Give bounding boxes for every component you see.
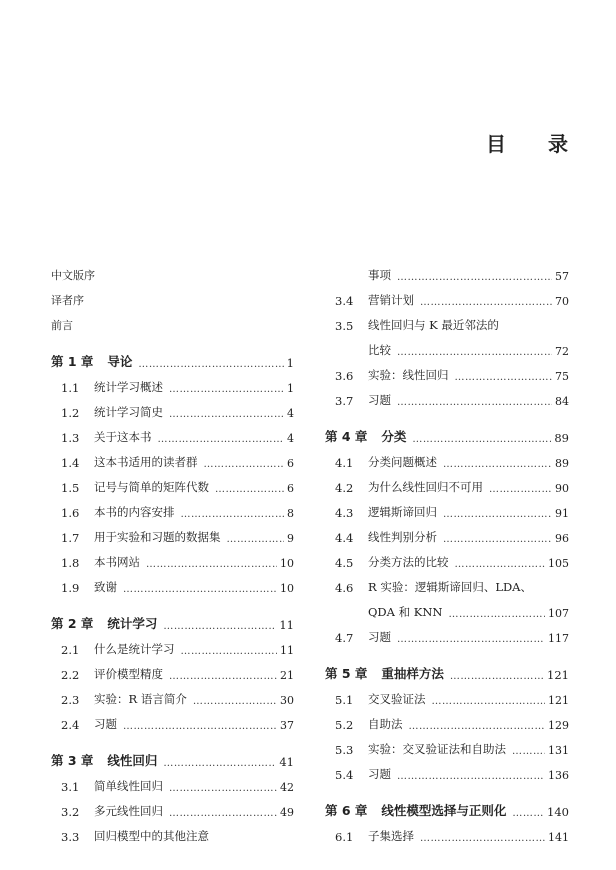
toc-section [51, 707, 294, 732]
page-number: 37 [280, 719, 294, 732]
page-number: 129 [548, 719, 569, 732]
section-number: 3.4 [335, 294, 354, 308]
section-number: 1.5 [61, 481, 80, 495]
entry-title: 分类方法的比较 [368, 555, 449, 569]
section-number: 5.1 [335, 693, 354, 707]
entry-title: 习题 [368, 767, 391, 781]
leader-dots [215, 484, 284, 495]
entry-title: 简单线性回归 [94, 779, 163, 793]
page-number: 6 [287, 482, 294, 495]
toc-section [325, 819, 569, 844]
section-number: 3.6 [335, 369, 354, 383]
entry-title: 多元线性回归 [94, 804, 163, 818]
page-number: 75 [555, 370, 569, 383]
leader-dots [455, 372, 553, 383]
chapter-number: 第 1 章 [51, 354, 94, 369]
entry-title: 习题 [94, 717, 117, 731]
entry-title: 本书的内容安排 [94, 505, 175, 519]
leader-dots [163, 758, 276, 769]
toc-gap [325, 782, 569, 794]
toc-section [325, 308, 569, 333]
toc-front-matter [51, 283, 294, 308]
page-number: 131 [548, 744, 569, 757]
page-number: 1 [287, 382, 294, 395]
leader-dots [193, 696, 277, 707]
title-char-right: 录 [548, 132, 570, 156]
leader-dots [443, 509, 552, 520]
section-number: 5.3 [335, 743, 354, 757]
leader-dots [420, 833, 545, 844]
leader-dots [181, 509, 285, 520]
section-number: 1.1 [61, 381, 80, 395]
section-number: 3.1 [61, 780, 80, 794]
section-number: 2.2 [61, 668, 80, 682]
section-number: 4.5 [335, 556, 354, 570]
section-number: 5.2 [335, 718, 354, 732]
page-number: 117 [548, 632, 569, 645]
toc-section [51, 570, 294, 595]
entry-title: 用于实验和习题的数据集 [94, 530, 221, 544]
page-title [486, 128, 570, 157]
page-number: 121 [548, 694, 569, 707]
chapter-number: 第 3 章 [51, 753, 94, 768]
section-number: 3.5 [335, 319, 354, 333]
entry-title: 子集选择 [368, 829, 414, 843]
toc-section [51, 769, 294, 794]
page-number: 141 [548, 831, 569, 844]
leader-dots [169, 808, 277, 819]
entry-title: 比较 [368, 343, 391, 357]
section-number: 1.4 [61, 456, 80, 470]
section-number: 1.8 [61, 556, 80, 570]
section-number: 3.7 [335, 394, 354, 408]
section-number: 1.7 [61, 531, 80, 545]
section-number: 4.6 [335, 581, 354, 595]
entry-title: 前言 [51, 319, 73, 332]
section-number: 2.3 [61, 693, 80, 707]
toc-chapter [51, 607, 294, 632]
leader-dots [489, 484, 552, 495]
entry-title: 为什么线性回归不可用 [368, 480, 483, 494]
entry-title: 线性回归与 K 最近邻法的 [368, 318, 499, 332]
toc-section [51, 520, 294, 545]
section-number: 6.1 [335, 830, 354, 844]
page-number: 4 [287, 407, 294, 420]
toc-section [325, 495, 569, 520]
leader-dots [123, 584, 277, 595]
toc-chapter [325, 794, 569, 819]
entry-title: 统计学习概述 [94, 380, 163, 394]
page-number: 30 [280, 694, 294, 707]
leader-dots [450, 671, 544, 682]
leader-dots [181, 646, 278, 657]
toc-section [51, 470, 294, 495]
toc-chapter [325, 657, 569, 682]
section-number: 1.6 [61, 506, 80, 520]
section-number: 2.1 [61, 643, 80, 657]
toc-gap [51, 732, 294, 744]
toc-column-right [325, 258, 569, 844]
toc-section [325, 682, 569, 707]
page-number: 90 [555, 482, 569, 495]
leader-dots [163, 621, 276, 632]
toc-section [325, 545, 569, 570]
toc-section [325, 732, 569, 757]
leader-dots [146, 559, 277, 570]
toc-section [325, 520, 569, 545]
page-number: 49 [280, 806, 294, 819]
section-number: 1.9 [61, 581, 80, 595]
toc-section [325, 595, 569, 620]
toc-gap [51, 333, 294, 345]
toc-section [325, 707, 569, 732]
entry-title: 自助法 [368, 717, 403, 731]
leader-dots [397, 634, 545, 645]
toc-section [51, 395, 294, 420]
toc-section [51, 495, 294, 520]
leader-dots [204, 459, 285, 470]
entry-title: 实验：R 语言简介 [94, 692, 187, 706]
page-number: 9 [287, 532, 294, 545]
leader-dots [443, 459, 552, 470]
leader-dots [397, 272, 552, 283]
toc-section [325, 358, 569, 383]
leader-dots [512, 808, 544, 819]
entry-title: 习题 [368, 393, 391, 407]
entry-title: 统计学习简史 [94, 405, 163, 419]
leader-dots [443, 534, 552, 545]
leader-dots [420, 297, 552, 308]
section-number: 3.3 [61, 830, 80, 844]
toc-front-matter [51, 308, 294, 333]
section-number: 4.1 [335, 456, 354, 470]
page-number: 11 [279, 618, 294, 632]
chapter-number: 第 6 章 [325, 803, 368, 818]
toc-front-matter [51, 258, 294, 283]
page-number: 91 [555, 507, 569, 520]
page-number: 8 [287, 507, 294, 520]
section-number: 1.2 [61, 406, 80, 420]
section-number: 4.4 [335, 531, 354, 545]
entry-title: R 实验：逻辑斯谛回归、LDA、 [368, 580, 532, 594]
toc-section [325, 333, 569, 358]
toc-gap [51, 595, 294, 607]
toc-section [51, 445, 294, 470]
chapter-number: 第 4 章 [325, 429, 368, 444]
entry-title: 致谢 [94, 580, 117, 594]
entry-title: 实验：交叉验证法和自助法 [368, 742, 506, 756]
toc-column-left [51, 258, 294, 844]
page-number: 42 [280, 781, 294, 794]
section-number: 4.2 [335, 481, 354, 495]
page-number: 6 [287, 457, 294, 470]
entry-title: 实验：线性回归 [368, 368, 449, 382]
entry-title: 逻辑斯谛回归 [368, 505, 437, 519]
entry-title: QDA 和 KNN [368, 605, 443, 619]
section-number: 3.2 [61, 805, 80, 819]
page-number: 72 [555, 345, 569, 358]
page-number: 57 [555, 270, 569, 283]
entry-title: 线性回归 [107, 753, 158, 768]
entry-title: 译者序 [51, 294, 84, 307]
leader-dots [448, 609, 545, 620]
toc-section [51, 682, 294, 707]
leader-dots [512, 746, 545, 757]
entry-title: 事项 [368, 268, 391, 282]
toc-section [51, 370, 294, 395]
entry-title: 线性模型选择与正则化 [381, 803, 507, 818]
leader-dots [409, 721, 546, 732]
page-number: 136 [548, 769, 569, 782]
section-number: 4.7 [335, 631, 354, 645]
leader-dots [123, 721, 277, 732]
entry-title: 分类 [381, 429, 407, 444]
page-number: 89 [555, 457, 569, 470]
entry-title: 统计学习 [107, 616, 158, 631]
toc-section [51, 545, 294, 570]
leader-dots [412, 434, 551, 445]
title-char-left: 目 [486, 132, 508, 156]
toc-section [325, 445, 569, 470]
toc-section [325, 757, 569, 782]
page-number: 121 [547, 668, 569, 682]
entry-title: 记号与简单的矩阵代数 [94, 480, 209, 494]
entry-title: 线性判别分析 [368, 530, 437, 544]
section-number: 1.3 [61, 431, 80, 445]
leader-dots [169, 384, 284, 395]
entry-title: 分类问题概述 [368, 455, 437, 469]
page-number: 41 [279, 755, 294, 769]
entry-title: 中文版序 [51, 269, 95, 282]
entry-title: 回归模型中的其他注意 [94, 829, 209, 843]
page-number: 11 [280, 644, 294, 657]
page-number: 70 [555, 295, 569, 308]
page-number: 89 [554, 431, 569, 445]
toc-section [325, 620, 569, 645]
leader-dots [397, 347, 552, 358]
leader-dots [397, 771, 545, 782]
toc-section [325, 470, 569, 495]
toc-section [325, 258, 569, 283]
toc-section [51, 420, 294, 445]
section-number: 2.4 [61, 718, 80, 732]
toc-section [51, 819, 294, 844]
toc-gap [325, 645, 569, 657]
chapter-number: 第 2 章 [51, 616, 94, 631]
page-number: 10 [280, 582, 294, 595]
leader-dots [432, 696, 546, 707]
toc-section [51, 657, 294, 682]
chapter-number: 第 5 章 [325, 666, 368, 681]
toc-section [51, 632, 294, 657]
entry-title: 营销计划 [368, 293, 414, 307]
section-number: 5.4 [335, 768, 354, 782]
toc-section [325, 570, 569, 595]
toc-chapter [51, 744, 294, 769]
section-number: 4.3 [335, 506, 354, 520]
leader-dots [169, 671, 277, 682]
page-number: 140 [547, 805, 569, 819]
leader-dots [397, 397, 552, 408]
leader-dots [138, 359, 283, 370]
page-number: 107 [548, 607, 569, 620]
page-number: 1 [286, 356, 294, 370]
leader-dots [169, 409, 284, 420]
entry-title: 关于这本书 [94, 430, 152, 444]
entry-title: 交叉验证法 [368, 692, 426, 706]
page-number: 105 [548, 557, 569, 570]
toc-gap [325, 408, 569, 420]
toc-chapter [325, 420, 569, 445]
leader-dots [158, 434, 285, 445]
entry-title: 评价模型精度 [94, 667, 163, 681]
page-number: 10 [280, 557, 294, 570]
toc-section [51, 794, 294, 819]
entry-title: 本书网站 [94, 555, 140, 569]
leader-dots [169, 783, 277, 794]
leader-dots [455, 559, 546, 570]
page-number: 96 [555, 532, 569, 545]
toc-chapter [51, 345, 294, 370]
entry-title: 这本书适用的读者群 [94, 455, 198, 469]
toc-section [325, 283, 569, 308]
page-number: 4 [287, 432, 294, 445]
entry-title: 习题 [368, 630, 391, 644]
entry-title: 重抽样方法 [381, 666, 444, 681]
page-number: 84 [555, 395, 569, 408]
page-number: 21 [280, 669, 294, 682]
entry-title: 什么是统计学习 [94, 642, 175, 656]
toc-section [325, 383, 569, 408]
entry-title: 导论 [107, 354, 133, 369]
leader-dots [227, 534, 285, 545]
